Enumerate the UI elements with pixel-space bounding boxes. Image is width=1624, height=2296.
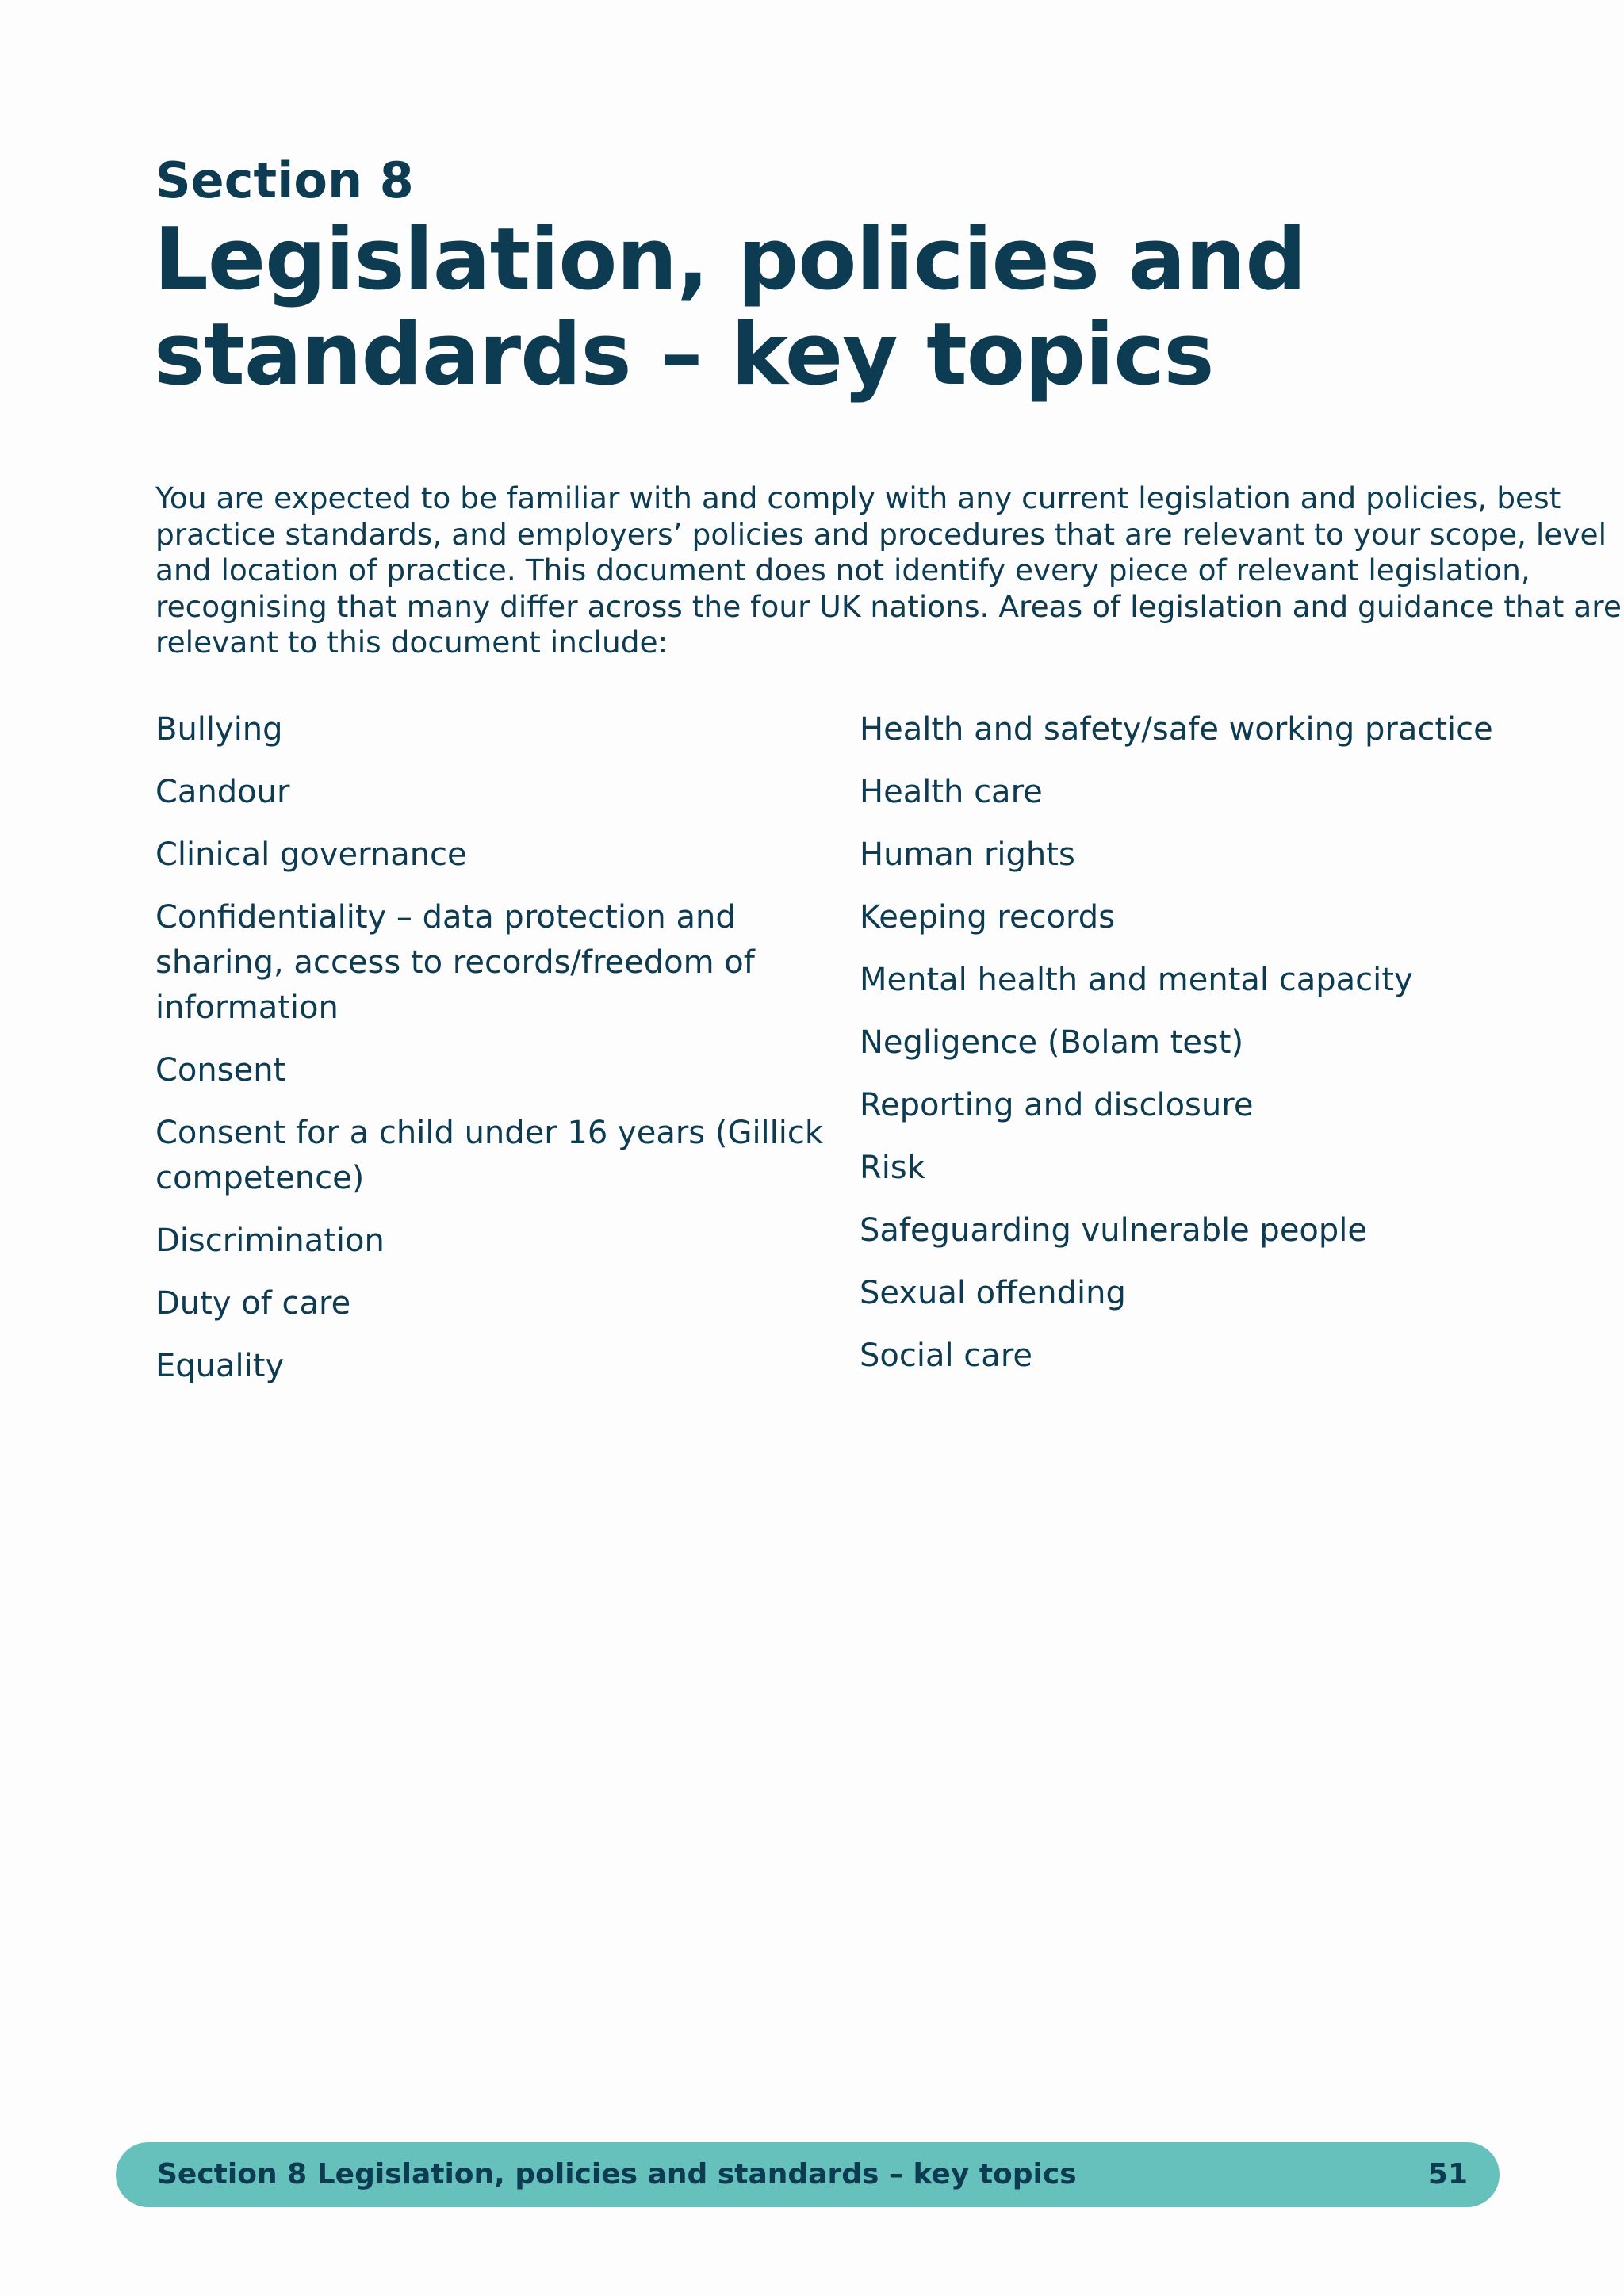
topic-item-line: Social care bbox=[860, 1337, 1032, 1374]
intro-line: and location of practice. This document does not identify every piece of relevant legislation, bbox=[155, 553, 1530, 587]
section-label: Section 8 bbox=[155, 151, 414, 209]
topic-item-line: sharing, access to records/freedom of bbox=[155, 944, 755, 981]
topic-item bbox=[155, 1219, 837, 1264]
topic-item-line: Duty of care bbox=[155, 1285, 351, 1322]
topic-item bbox=[155, 1048, 837, 1093]
topic-item-line: information bbox=[155, 989, 339, 1026]
topic-list-right bbox=[860, 707, 1573, 1396]
topic-item bbox=[860, 1208, 1573, 1253]
topic-item-line: Health care bbox=[860, 774, 1043, 810]
topic-item-line: Negligence (Bolam test) bbox=[860, 1024, 1244, 1061]
topic-item bbox=[860, 1334, 1573, 1379]
topic-item-line: Consent bbox=[155, 1052, 286, 1089]
topic-item bbox=[860, 707, 1573, 752]
topic-item-line: Reporting and disclosure bbox=[860, 1087, 1254, 1123]
topic-item bbox=[155, 770, 837, 815]
topic-item-line: Sexual offending bbox=[860, 1275, 1126, 1311]
intro-line: practice standards, and employers’ policies and procedures that are relevant to your scope, level bbox=[155, 516, 1607, 552]
page-title bbox=[154, 212, 1423, 403]
topic-item bbox=[155, 1111, 837, 1201]
intro-paragraph bbox=[155, 480, 1622, 661]
topic-item-line: Consent for a child under 16 years (Gillick bbox=[155, 1115, 824, 1151]
topic-item-line: Safeguarding vulnerable people bbox=[860, 1212, 1368, 1249]
topic-item bbox=[860, 832, 1573, 878]
footer-bar bbox=[116, 2142, 1500, 2207]
topic-item-line: Mental health and mental capacity bbox=[860, 962, 1413, 998]
topic-item-line: Clinical governance bbox=[155, 836, 467, 873]
topic-list-left bbox=[155, 707, 837, 1406]
page-title-line: Legislation, policies and bbox=[154, 210, 1306, 309]
topic-item bbox=[155, 1281, 837, 1326]
intro-line: relevant to this document include: bbox=[155, 625, 668, 660]
topic-item-line: Bullying bbox=[155, 711, 283, 748]
topic-item bbox=[860, 1146, 1573, 1191]
topic-item-line: Candour bbox=[155, 774, 290, 810]
topic-item-line: Human rights bbox=[860, 836, 1075, 873]
topic-item-line: Discrimination bbox=[155, 1223, 385, 1259]
intro-line: recognising that many differ across the four UK nations. Areas of legislation and guidance that are bbox=[155, 588, 1622, 624]
topic-item bbox=[860, 1083, 1573, 1128]
topic-item bbox=[860, 958, 1573, 1003]
page-title-line: standards – key topics bbox=[154, 305, 1214, 404]
topic-item bbox=[860, 1271, 1573, 1316]
footer-title: Section 8 Legislation, policies and standards – key topics bbox=[157, 2158, 1077, 2191]
topic-item bbox=[155, 1344, 837, 1389]
topic-item bbox=[155, 895, 837, 1031]
topic-item-line: Risk bbox=[860, 1150, 925, 1186]
topic-item bbox=[860, 770, 1573, 815]
topic-item-line: Confidentiality – data protection and bbox=[155, 899, 736, 936]
topic-item-line: Keeping records bbox=[860, 899, 1116, 936]
topic-item bbox=[155, 707, 837, 752]
topic-item bbox=[155, 832, 837, 878]
intro-line: You are expected to be familiar with and comply with any current legislation and policies, best bbox=[155, 480, 1561, 515]
topic-item-line: Health and safety/safe working practice bbox=[860, 711, 1493, 748]
topic-item bbox=[860, 1020, 1573, 1066]
page-number: 51 bbox=[1427, 2158, 1468, 2191]
topic-item-line: competence) bbox=[155, 1160, 365, 1196]
topic-item-line: Equality bbox=[155, 1348, 285, 1384]
topic-item bbox=[860, 895, 1573, 940]
